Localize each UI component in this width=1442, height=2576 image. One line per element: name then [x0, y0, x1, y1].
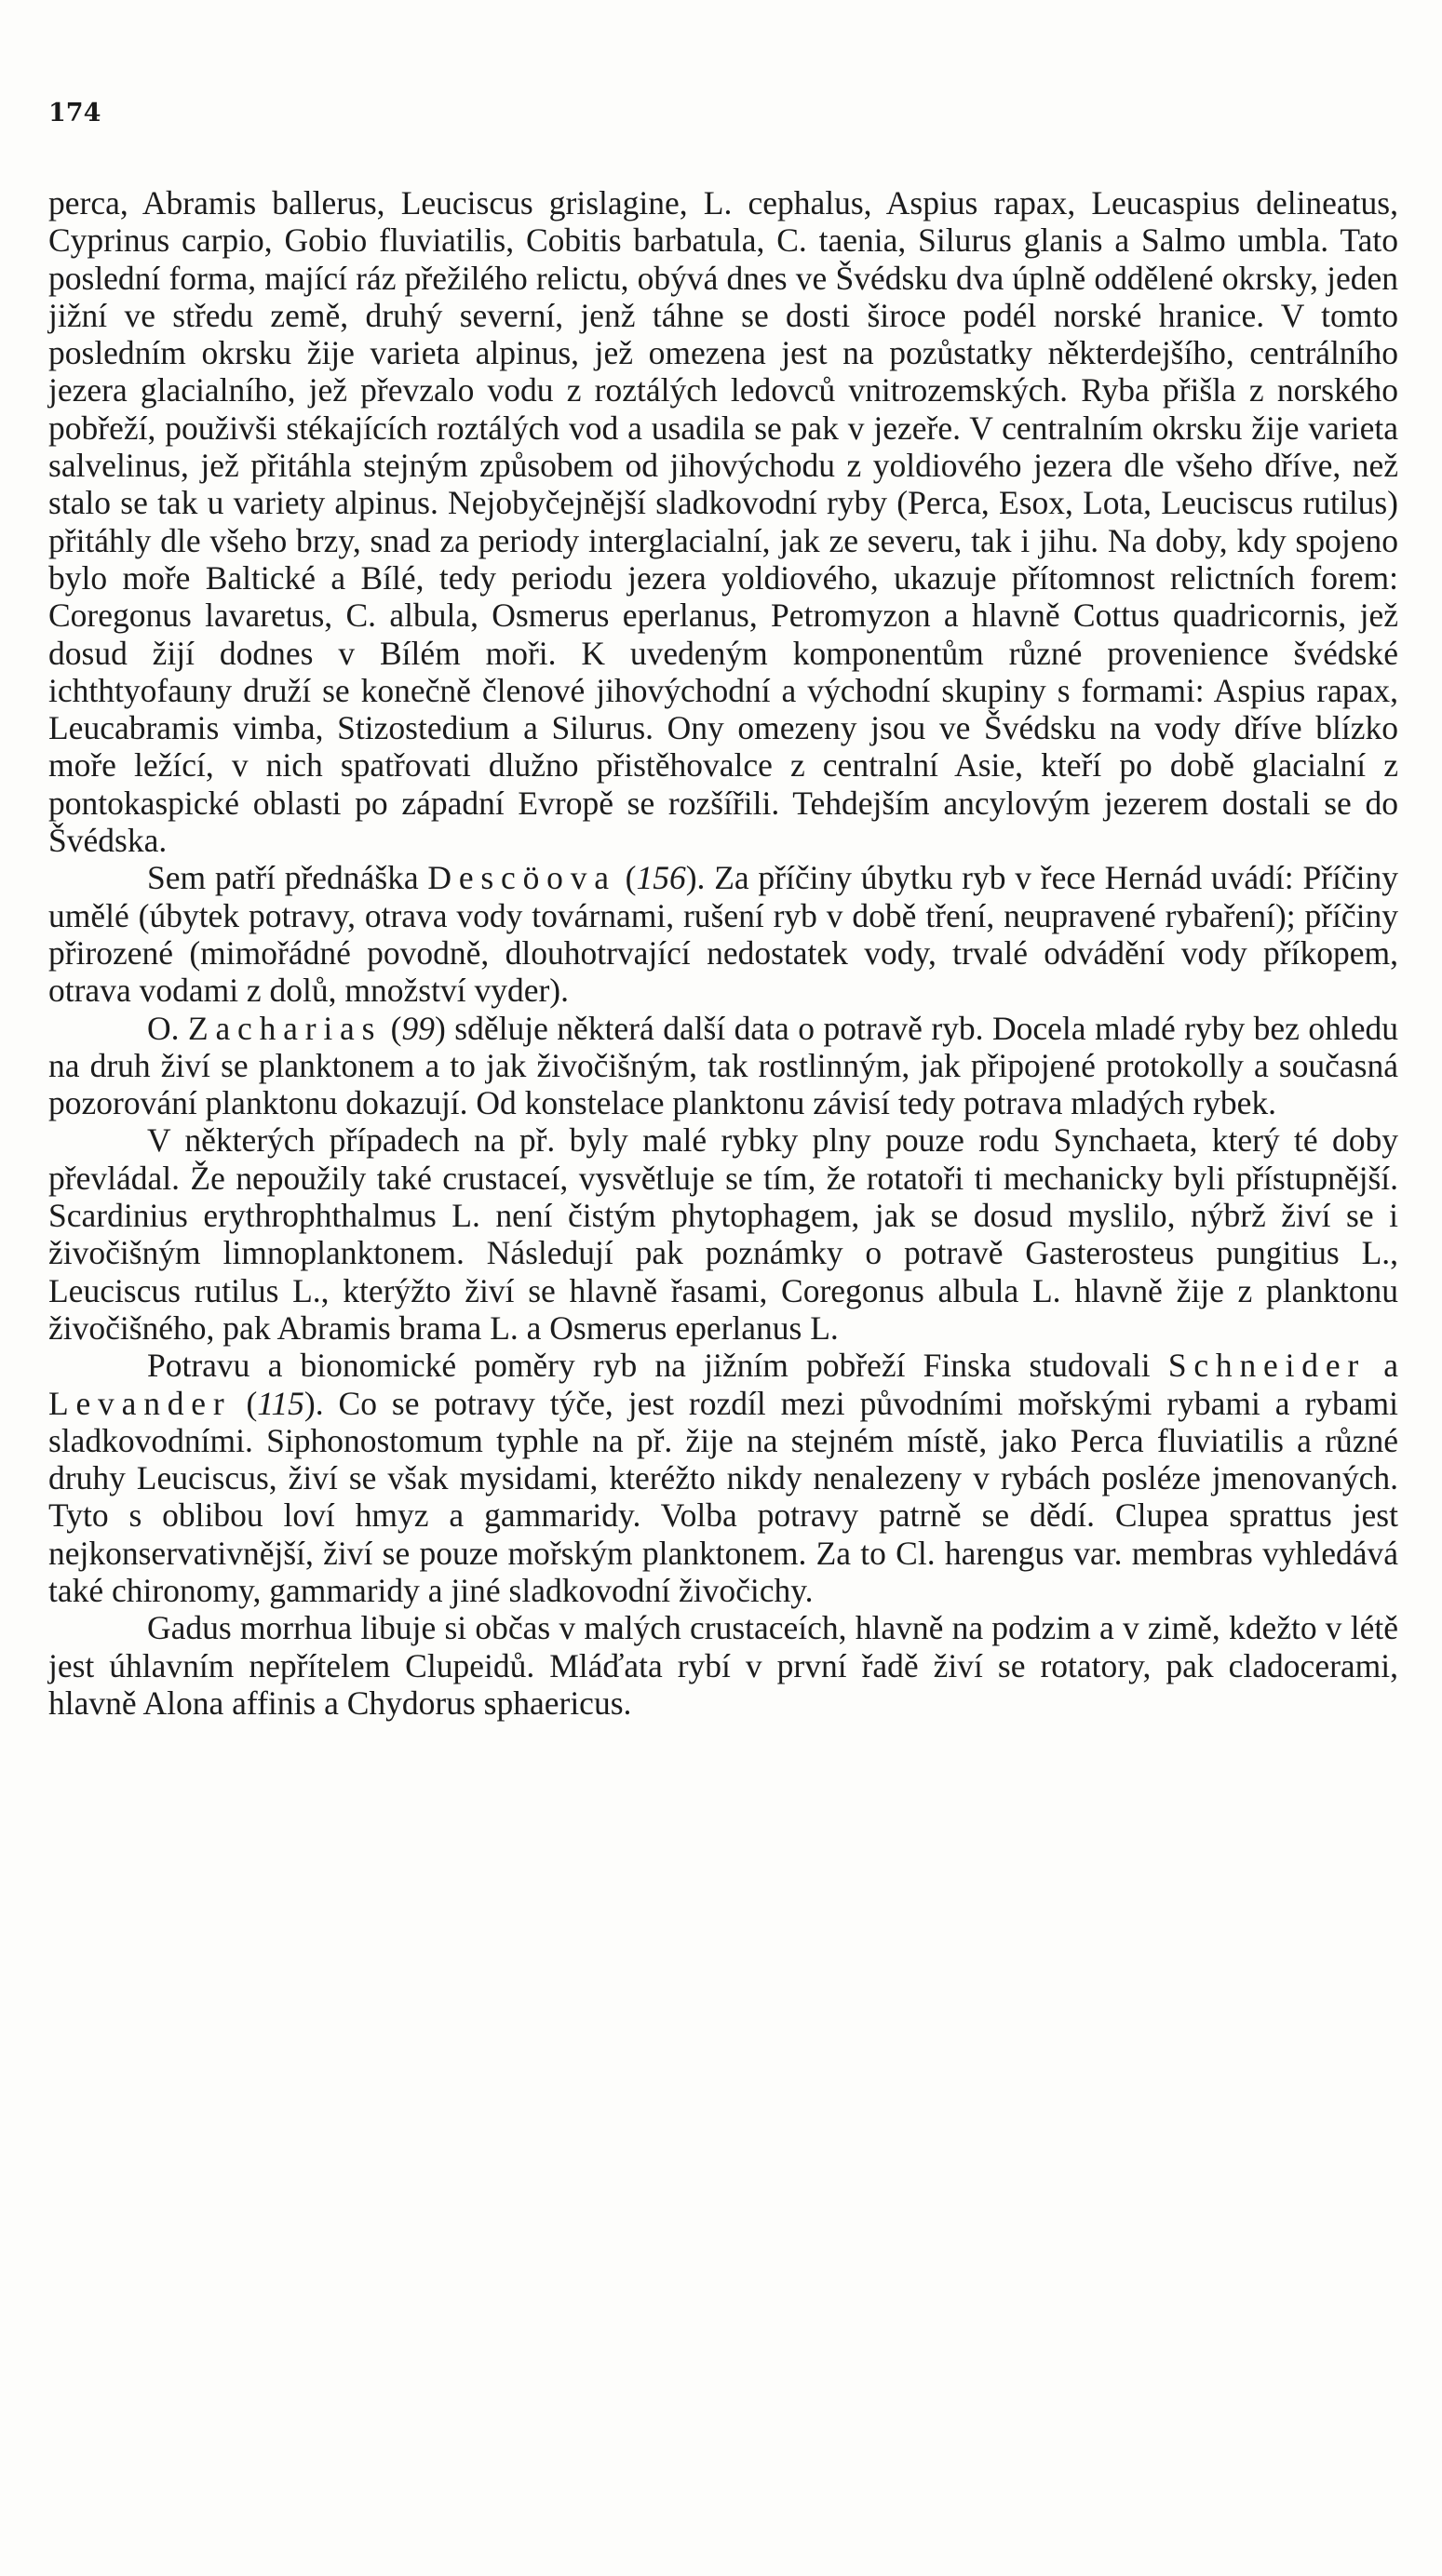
author-name: Zacharias [187, 1009, 383, 1047]
text-segment: perca, Abramis ballerus, Leuciscus grislagine, L. cephalus, Aspius rapax, Leucaspius delineatus, Cyprinus carpio, Gobio fluviatilis, Cobitis barbatula, C. taenia, Silurus glanis a Salmo umbla. Tato poslední forma, mající ráz přežilého relictu, obývá dnes ve Švédsku dva úplně oddělené okrsky, jeden jižní ve středu země, druhý severní, jenž táhne se dosti široce podél norské hranice. V tomto posledním okrsku žije varieta alpinus, jež omezena jest na pozůstatky některdejšího, centrálního jezera glacialního, jež převzalo vodu z roztálých ledovců vnitrozemských. Ryba přišla z norského pobřeží, použivši stékajících roztálých vod a usadila se pak v jezeře. V centralním okrsku žije varieta salvelinus, jež přitáhla stejným způsobem od jihovýchodu z yoldiového jezera dle všeho dříve, než stalo se tak u variety alpinus. Nejobyčejnější sladkovodní ryby (Perca, Esox, Lota, Leuciscus rutilus) přitáhly dle všeho brzy, snad za periody interglacialní, jak ze severu, tak i jihu. Na doby, kdy spojeno bylo moře Baltické a Bílé, tedy periodu jezera yoldiového, ukazuje přítomnost relictních forem: Coregonus lavaretus, C. albula, Osmerus eperlanus, Petromyzon a hlavně Cottus quadricornis, jež dosud žijí dodnes v Bílém moři. K uvedeným komponentům různé provenience švédské ichthtyofauny druží se konečně členové jihovýchodní a východní skupiny s formami: Aspius rapax, Leucabramis vimba, Stizostedium a Silurus. Ony omezeny jsou ve Švédsku na vody dříve blízko moře ležící, v nich spatřovati dlužno přistěhovalce z centralní Asie, kteří po době glacialní z pontokaspické oblasti po západní Evropě se rozšířili. Tehdejším ancylovým jezerem dostali se do Švédska. [48, 184, 1398, 860]
text-segment: Gadus morrhua libuje si občas v malých crustaceích, hlavně na podzim a v zimě, kdežto v létě jest úhlavním nepřítelem Clupeidů. Mláďata rybí v první řadě živí se rotatory, pak cladocerami, hlavně Alona affinis a Chydorus sphaericus. [48, 1609, 1398, 1722]
paragraph-p5 [48, 1347, 1398, 1609]
text-segment: ( [615, 859, 637, 897]
paragraph-p2 [48, 859, 1398, 1009]
reference-number: 99 [401, 1009, 436, 1047]
reference-number: 156 [636, 859, 686, 897]
paragraph-p4 [48, 1121, 1398, 1347]
text-segment: ) sděluje některá další data o potravě ryb. Docela mladé ryby bez ohledu na druh živí se planktonem a to jak živočišným, tak rostlinným, jak připojené protokolly a současná pozorování planktonu dokazují. Od konstelace planktonu závisí tedy potrava mladých rybek. [48, 1009, 1398, 1122]
text-segment: ). Co se potravy týče, jest rozdíl mezi původními mořskými rybami a rybami sladkovodními. Siphonostomum typhle na př. žije na stejném místě, jako Perca fluviatilis a různé druhy Leuciscus, živí se však mysidami, kteréžto nikdy nenalezeny v rybách posléze jmenovaných. Tyto s oblibou loví hmyz a gammaridy. Volba potravy patrně se dědí. Clupea sprattus jest nejkonservativnější, živí se pouze mořským planktonem. Za to Cl. harengus var. membras vyhledává také chironomy, gammaridy a jiné sladkovodní živočichy. [48, 1384, 1398, 1609]
text-segment: ( [231, 1384, 258, 1422]
text-segment: Sem patří přednáška [147, 859, 428, 897]
text-segment: ). Za příčiny úbytku ryb v řece Hernád uvádí: Příčiny umělé (úbytek potravy, otrava vody továrnami, rušení ryb v době tření, neupravené rybaření); příčiny přirozené (mimořádné povodně, dlouhotrvající nedostatek vody, trvalé odvádění vody příkopem, otrava vodami z dolů, množství vyder). [48, 859, 1398, 1010]
page-number: 174 [48, 99, 101, 127]
reference-number: 115 [257, 1384, 304, 1422]
author-name: Descöova [427, 859, 616, 897]
text-segment: O. [147, 1009, 188, 1047]
author-name: Levander [48, 1384, 232, 1422]
paragraph-p6 [48, 1609, 1398, 1722]
text-segment: a [1366, 1347, 1398, 1385]
text-segment: Potravu a bionomické poměry ryb na jižním pobřeží Finska studovali [147, 1347, 1168, 1385]
author-name: Schneider [1167, 1347, 1367, 1385]
text-segment: V některých případech na př. byly malé rybky plny pouze rodu Synchaeta, který té doby převládal. Že nepoužily také crustaceí, vysvětluje se tím, že rotatoři ti mechanicky byli přístupnější. Scardinius erythrophthalmus L. není čistým phytophagem, jak se dosud myslilo, nýbrž živí se i živočišným limnoplanktonem. Následují pak poznámky o potravě Gasterosteus pungitius L., Leuciscus rutilus L., kterýžto živí se hlavně řasami, Coregonus albula L. hlavně žije z planktonu živočišného, pak Abramis brama L. a Osmerus eperlanus L. [48, 1121, 1398, 1347]
body-text [48, 184, 1398, 1722]
text-segment: ( [382, 1009, 402, 1047]
paragraph-p3 [48, 1010, 1398, 1122]
paragraph-p1 [48, 184, 1398, 859]
